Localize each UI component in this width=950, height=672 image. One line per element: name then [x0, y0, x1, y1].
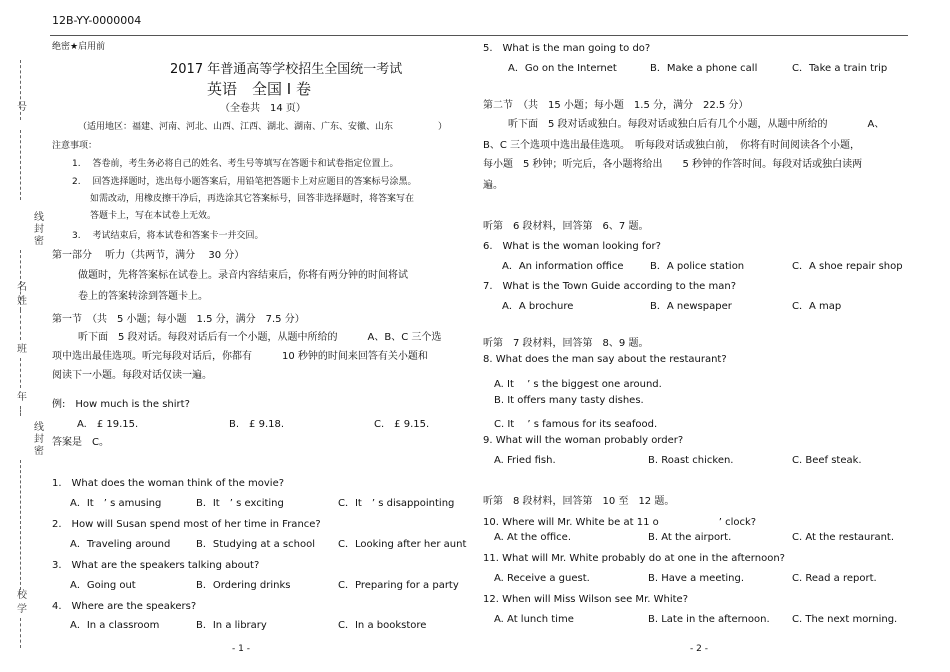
binding-label: 密 — [34, 236, 44, 247]
answer-option: A．In a classroom — [70, 620, 160, 631]
part-heading: 第一部分 听力（共两节，满分 30 分） — [52, 250, 245, 261]
answer-option: B．Ordering drinks — [196, 580, 291, 591]
answer-option: B．It ’ s exciting — [196, 498, 284, 509]
example-question: 例: How much is the shirt? — [52, 399, 190, 410]
section-heading: 第二节 （共 15 小题；每小题 1.5 分，满分 22.5 分） — [483, 100, 749, 111]
answer-option: B．In a library — [196, 620, 267, 631]
answer-option: B．A police station — [650, 261, 745, 272]
section-instructions: 项中选出最佳选项。听完每段对话后，你都有 10 秒钟的时间来回答有关小题和 — [52, 351, 428, 362]
part-instructions: 卷上的答案转涂到答题卡上。 — [78, 291, 208, 302]
answer-option: C. It ’ s famous for its seafood. — [494, 419, 658, 430]
binding-label: 校 — [17, 590, 27, 601]
binding-label: 封 — [34, 224, 44, 235]
page-number: - 1 - — [232, 644, 250, 654]
section-instructions: 听下面 5 段对话。每段对话后有一个小题，从题中所给的 A、B、C 三个选 — [78, 332, 442, 343]
binding-label: 封 — [34, 434, 44, 445]
example-option: C. £ 9.15. — [374, 419, 430, 430]
answer-option: A. It ’ s the biggest one around. — [494, 379, 662, 390]
answer-option: A. Fried fish. — [494, 455, 556, 466]
cut-line — [20, 310, 22, 340]
notes-heading: 注意事项： — [52, 141, 98, 151]
note-item: 1. 答卷前，考生务必将自己的姓名、考生号等填写在答题卡和试卷指定位置上。 — [72, 159, 399, 169]
question: 4. Where are the speakers? — [52, 601, 197, 612]
answer-option: C．A shoe repair shop — [792, 261, 903, 272]
answer-option: C．It ’ s disappointing — [338, 498, 455, 509]
answer-option: C．Looking after her aunt — [338, 539, 467, 550]
binding-label: 线 — [34, 212, 44, 223]
page-count: （全卷共 14 页） — [220, 103, 306, 114]
answer-option: A．Traveling around — [70, 539, 171, 550]
answer-option: C．In a bookstore — [338, 620, 427, 631]
section-instructions: B、C 三个选项中选出最佳选项。 听每段对话或独白前， 你将有时间阅读各个小题， — [483, 140, 861, 151]
answer-option: B. Late in the afternoon. — [648, 614, 770, 625]
question: 7. What is the Town Guide according to the man? — [483, 281, 737, 292]
example-option: B. £ 9.18. — [229, 419, 285, 430]
section-instructions: 听下面 5 段对话或独白。每段对话或独白后有几个小题，从题中所给的 A、 — [508, 119, 885, 130]
answer-option: A. At the office. — [494, 532, 571, 543]
question: 2. How will Susan spend most of her time in France? — [52, 519, 321, 530]
answer-option: C. At the restaurant. — [792, 532, 895, 543]
section-instructions: 每小题 5 秒钟；听完后，各小题将给出 5 秒钟的作答时间。每段对话或独白读两 — [483, 159, 863, 170]
answer-option: A．Go on the Internet — [508, 63, 617, 74]
cut-line — [20, 618, 22, 648]
cut-line — [20, 130, 22, 200]
binding-label: 班 — [17, 344, 27, 355]
question: 10. Where will Mr. White be at 11 o ’ clock? — [483, 517, 757, 528]
answer-option: B．Studying at a school — [196, 539, 315, 550]
question: 6. What is the woman looking for? — [483, 241, 661, 252]
binding-label: 名 — [17, 282, 27, 293]
question: 1. What does the woman think of the movie? — [52, 478, 285, 489]
answer-option: C. The next morning. — [792, 614, 898, 625]
material-heading: 听第 7 段材料，回答第 8、9 题。 — [483, 338, 649, 349]
answer-option: B. It offers many tasty dishes. — [494, 395, 644, 406]
answer-option: A．Going out — [70, 580, 136, 591]
binding-label: 年 — [17, 392, 27, 403]
question: 11. What will Mr. White probably do at one in the afternoon? — [483, 553, 785, 564]
answer-option: B. At the airport. — [648, 532, 732, 543]
answer-option: C．Preparing for a party — [338, 580, 459, 591]
section-instructions: 阅读下一小题。每段对话仅读一遍。 — [52, 370, 212, 381]
binding-label: 学 — [17, 604, 27, 615]
answer-option: A．A brochure — [502, 301, 574, 312]
answer-option: A. Receive a guest. — [494, 573, 590, 584]
confidential-mark: 绝密★启用前 — [52, 42, 106, 52]
answer-option: B．A newspaper — [650, 301, 732, 312]
question: 12. When will Miss Wilson see Mr. White? — [483, 594, 688, 605]
question: 3. What are the speakers talking about? — [52, 560, 260, 571]
answer-option: B．Make a phone call — [650, 63, 758, 74]
note-item: 2. 回答选择题时，选出每小题答案后，用铅笔把答题卡上对应题目的答案标号涂黑。 — [72, 177, 417, 187]
answer-option: B. Have a meeting. — [648, 573, 745, 584]
answer-option: A. At lunch time — [494, 614, 574, 625]
example-answer: 答案是 C。 — [52, 437, 109, 448]
exam-subject: 英语 全国 I 卷 — [207, 80, 311, 98]
question: 5. What is the man going to do? — [483, 43, 651, 54]
binding-label: 密 — [34, 446, 44, 457]
section-heading: 第一节 （共 5 小题；每小题 1.5 分，满分 7.5 分） — [52, 314, 305, 325]
header-rule — [50, 35, 908, 36]
question: 9. What will the woman probably order? — [483, 435, 684, 446]
example-option: A. £ 19.15. — [77, 419, 139, 430]
answer-option: C. Beef steak. — [792, 455, 862, 466]
answer-option: B. Roast chicken. — [648, 455, 734, 466]
part-instructions: 做题时，先将答案标在试卷上。录音内容结束后，你将有两分钟的时间将试 — [78, 270, 408, 281]
answer-option: C. Read a report. — [792, 573, 877, 584]
binding-label: 姓 — [17, 296, 27, 307]
note-item: 如需改动，用橡皮擦干净后，再选涂其它答案标号，回答非选择题时，将答案写在 — [90, 194, 415, 204]
answer-option: C．A map — [792, 301, 842, 312]
section-instructions: 遍。 — [483, 180, 503, 191]
binding-label: 号 — [17, 102, 27, 113]
material-heading: 听第 8 段材料，回答第 10 至 12 题。 — [483, 496, 675, 507]
binding-label: 线 — [34, 422, 44, 433]
cut-line — [20, 406, 22, 416]
exam-title: 2017 年普通高等学校招生全国统一考试 — [170, 62, 403, 77]
material-heading: 听第 6 段材料，回答第 6、7 题。 — [483, 221, 649, 232]
note-item: 3. 考试结束后，将本试卷和答案卡一并交回。 — [72, 231, 264, 241]
note-item: 答题卡上，写在本试卷上无效。 — [90, 211, 217, 221]
applicable-regions: （适用地区：福建、河南、河北、山西、江西、湖北、湖南、广东、安徽、山东 ） — [78, 122, 448, 132]
answer-option: C．Take a train trip — [792, 63, 888, 74]
cut-line — [20, 358, 22, 388]
cut-line — [20, 460, 22, 590]
answer-option: A．An information office — [502, 261, 624, 272]
answer-option: A．It ’ s amusing — [70, 498, 162, 509]
document-id: 12B-YY-0000004 — [52, 14, 142, 27]
page-number: - 2 - — [690, 644, 708, 654]
binding-margin — [6, 40, 44, 650]
question: 8. What does the man say about the restaurant? — [483, 354, 727, 365]
